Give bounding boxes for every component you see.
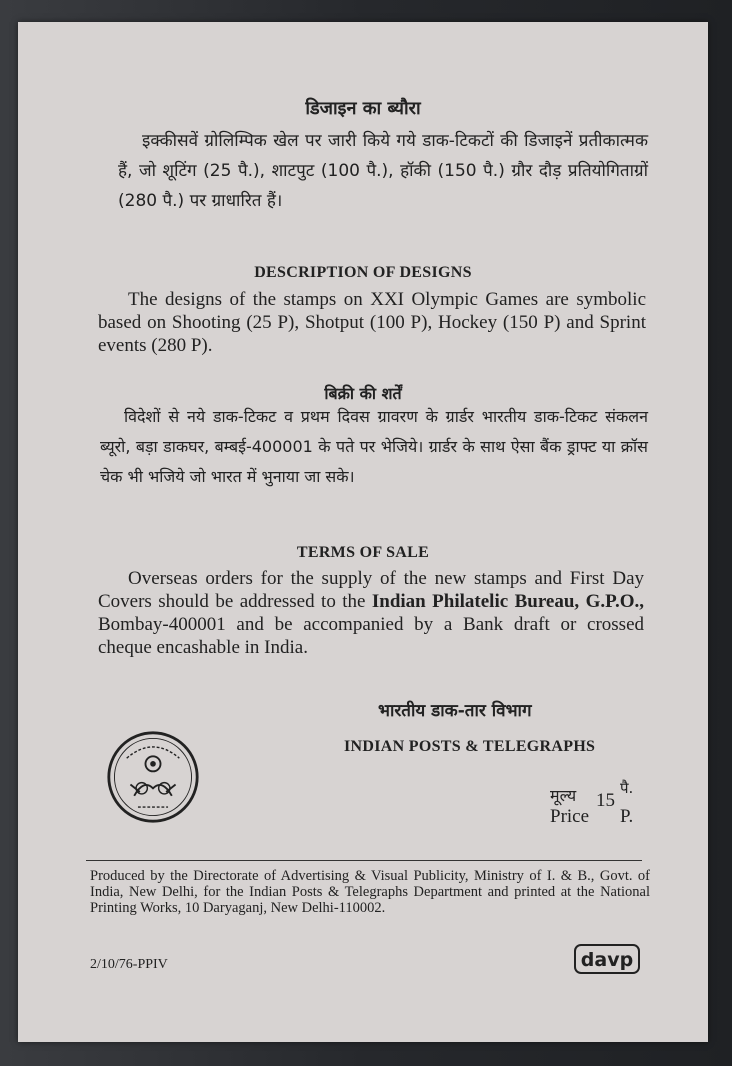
price-label-english: Price	[550, 806, 590, 827]
folder-sheet	[18, 22, 708, 1042]
department-hindi: भारतीय डाक-तार विभाग	[378, 701, 532, 721]
price-amount: 15	[596, 790, 615, 811]
price-label-hindi: मूल्य	[550, 786, 577, 805]
hindi-description-body: इक्कीसवें ग्रोलिम्पिक खेल पर जारी किये गये डाक-टिकटों की डिजाइनें प्रतीकात्मक हैं, जो शूटिंग (25 पै.), शाटपुट (100 पै.), हॉकी (150 पै.) ग्रौर दौड़ प्रतियोगिताग्रों (280 पै.) पर ग्राधारित हैं।	[118, 131, 648, 211]
hindi-terms-body: विदेशों से नये डाक-टिकट व प्रथम दिवस ग्रावरण के ग्रार्डर भारतीय डाक-टिकट संकलन ब्यूरो, बड़ा डाकघर, बम्बई-400001 के पते पर भेजिये। ग्रार्डर के साथ ऐसा बैंक ड्राफ्ट या क्रॉस चेक भी भजिये जो भारत में भुनाया जा सके।	[100, 407, 648, 486]
english-terms-heading: TERMS OF SALE	[296, 544, 430, 561]
imprint-text: Produced by the Directorate of Advertising & Visual Publicity, Ministry of I. & B., Govt. of India, New Delhi, for the Indian Posts & Telegraphs Department and printed at the National Printing Works, 10 Daryaganj, New Delhi-110002.	[90, 868, 650, 916]
department-english: INDIAN POSTS & TELEGRAPHS	[344, 738, 596, 755]
english-description-heading: DESCRIPTION OF DESIGNS	[254, 264, 472, 281]
price-unit-english: P.	[620, 806, 634, 827]
davp-logo: davp	[574, 944, 640, 974]
price-unit-hindi: पै.	[620, 779, 634, 797]
terms-bureau-name: Indian Philatelic Bureau, G.P.O.,	[371, 591, 644, 612]
terms-text-1: Overseas orders for the supply of the new stamps and First Day Covers should be addressed to the	[98, 568, 644, 612]
divider	[86, 860, 642, 861]
hindi-terms-heading: बिक्री की शर्तें	[324, 384, 402, 403]
hindi-description-heading: डिजाइन का ब्यौरा	[305, 98, 421, 119]
english-description-body: The designs of the stamps on XXI Olympic Games are symbolic based on Shooting (25 P), Shotput (100 P), Hockey (150 P) and Sprint events (280 P).	[98, 289, 646, 356]
terms-text-2: Bombay-400001 and be accompanied by a Bank draft or crossed cheque encashable in India.	[98, 614, 644, 658]
english-terms-body	[98, 567, 644, 659]
imprint-code: 2/10/76-PPIV	[90, 957, 168, 972]
postal-seal-icon	[106, 730, 200, 824]
